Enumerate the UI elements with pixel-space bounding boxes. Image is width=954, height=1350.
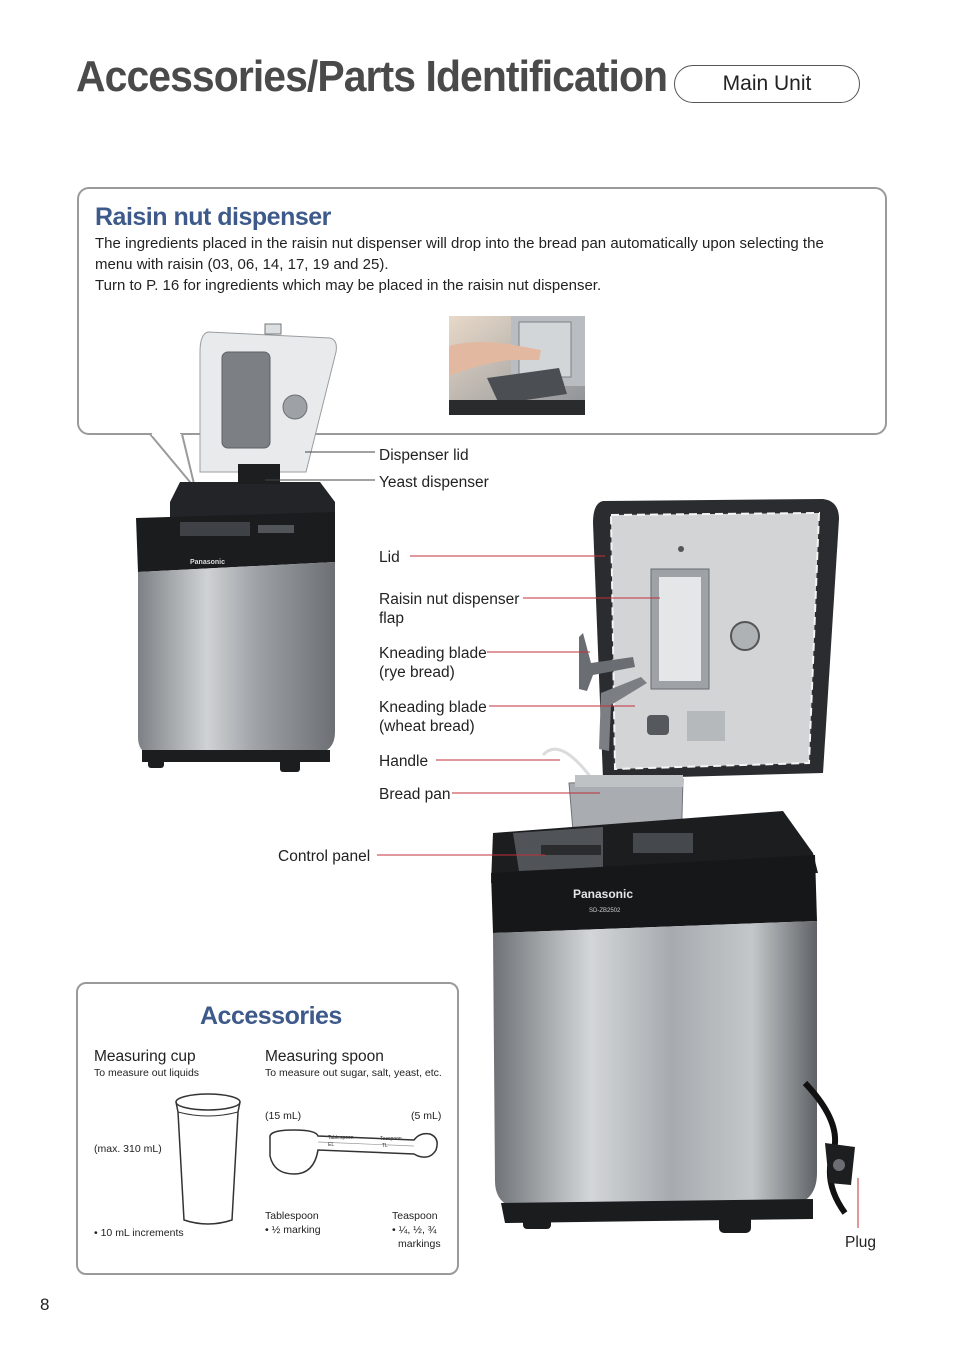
measuring-spoon-illustration bbox=[264, 1126, 444, 1182]
raisin-heading: Raisin nut dispenser bbox=[95, 203, 331, 231]
teaspoon-marking-1: • ¼, ½, ¾ bbox=[392, 1224, 437, 1236]
teaspoon-label bbox=[392, 1209, 441, 1251]
raisin-line-3: Turn to P. 16 for ingredients which may be placed in the raisin nut dispenser. bbox=[95, 277, 602, 294]
dispenser-photo bbox=[449, 316, 585, 415]
large-brand-text: Panasonic bbox=[573, 887, 634, 901]
bread-maker-small-illustration bbox=[130, 322, 345, 777]
page-title: Accessories/Parts Identification bbox=[76, 52, 668, 101]
spoon-etch-tl: TL bbox=[382, 1143, 388, 1149]
tablespoon-marking: • ½ marking bbox=[265, 1224, 321, 1236]
label-yeast-dispenser: Yeast dispenser bbox=[379, 474, 489, 491]
small-brand-text: Panasonic bbox=[190, 559, 226, 566]
raisin-description bbox=[95, 233, 875, 296]
spoon-15ml: (15 mL) bbox=[265, 1110, 302, 1122]
cup-increments: • 10 mL increments bbox=[94, 1227, 184, 1239]
label-rye-line1: Kneading blade bbox=[379, 645, 487, 662]
cup-description: To measure out liquids bbox=[94, 1067, 200, 1079]
label-raisin-flap-line2: flap bbox=[379, 610, 404, 627]
cup-max: (max. 310 mL) bbox=[94, 1143, 162, 1155]
label-wheat-line1: Kneading blade bbox=[379, 699, 487, 716]
label-bread-pan: Bread pan bbox=[379, 786, 451, 803]
spoon-description: To measure out sugar, salt, yeast, etc. bbox=[265, 1067, 442, 1079]
label-raisin-flap-line1: Raisin nut dispenser bbox=[379, 591, 520, 608]
spoon-etch-el: EL bbox=[328, 1142, 335, 1148]
measuring-cup-illustration bbox=[172, 1092, 244, 1228]
cup-title: Measuring cup bbox=[94, 1048, 196, 1065]
tablespoon-label bbox=[265, 1209, 321, 1237]
label-wheat-blade bbox=[379, 698, 487, 736]
label-lid: Lid bbox=[379, 549, 400, 566]
label-dispenser-lid: Dispenser lid bbox=[379, 447, 469, 464]
label-rye-blade bbox=[379, 644, 487, 682]
label-wheat-line2: (wheat bread) bbox=[379, 718, 475, 735]
raisin-line-1: The ingredients placed in the raisin nut dispenser will drop into the bread pan automatically upon selecting the bbox=[95, 235, 824, 252]
section-badge: Main Unit bbox=[674, 65, 860, 103]
spoon-etch-tablespoon: Tablespoon bbox=[328, 1135, 354, 1141]
raisin-line-2: menu with raisin (03, 06, 14, 17, 19 and 25). bbox=[95, 256, 389, 273]
accessories-heading: Accessories bbox=[200, 1002, 342, 1030]
tablespoon-name: Tablespoon bbox=[265, 1210, 319, 1222]
spoon-etch-teaspoon: Teaspoon bbox=[380, 1136, 402, 1142]
accessories-panel bbox=[76, 982, 459, 1275]
model-text: SD-ZB2502 bbox=[589, 908, 621, 914]
teaspoon-name: Teaspoon bbox=[392, 1210, 438, 1222]
label-raisin-flap bbox=[379, 590, 519, 628]
page-number: 8 bbox=[40, 1295, 50, 1314]
label-rye-line2: (rye bread) bbox=[379, 664, 455, 681]
bread-maker-large-illustration bbox=[483, 493, 858, 1245]
label-control-panel: Control panel bbox=[278, 848, 371, 865]
label-handle: Handle bbox=[379, 753, 429, 770]
label-plug: Plug bbox=[845, 1234, 877, 1251]
spoon-5ml: (5 mL) bbox=[411, 1110, 442, 1122]
spoon-title: Measuring spoon bbox=[265, 1048, 384, 1065]
teaspoon-marking-2: markings bbox=[398, 1238, 441, 1250]
